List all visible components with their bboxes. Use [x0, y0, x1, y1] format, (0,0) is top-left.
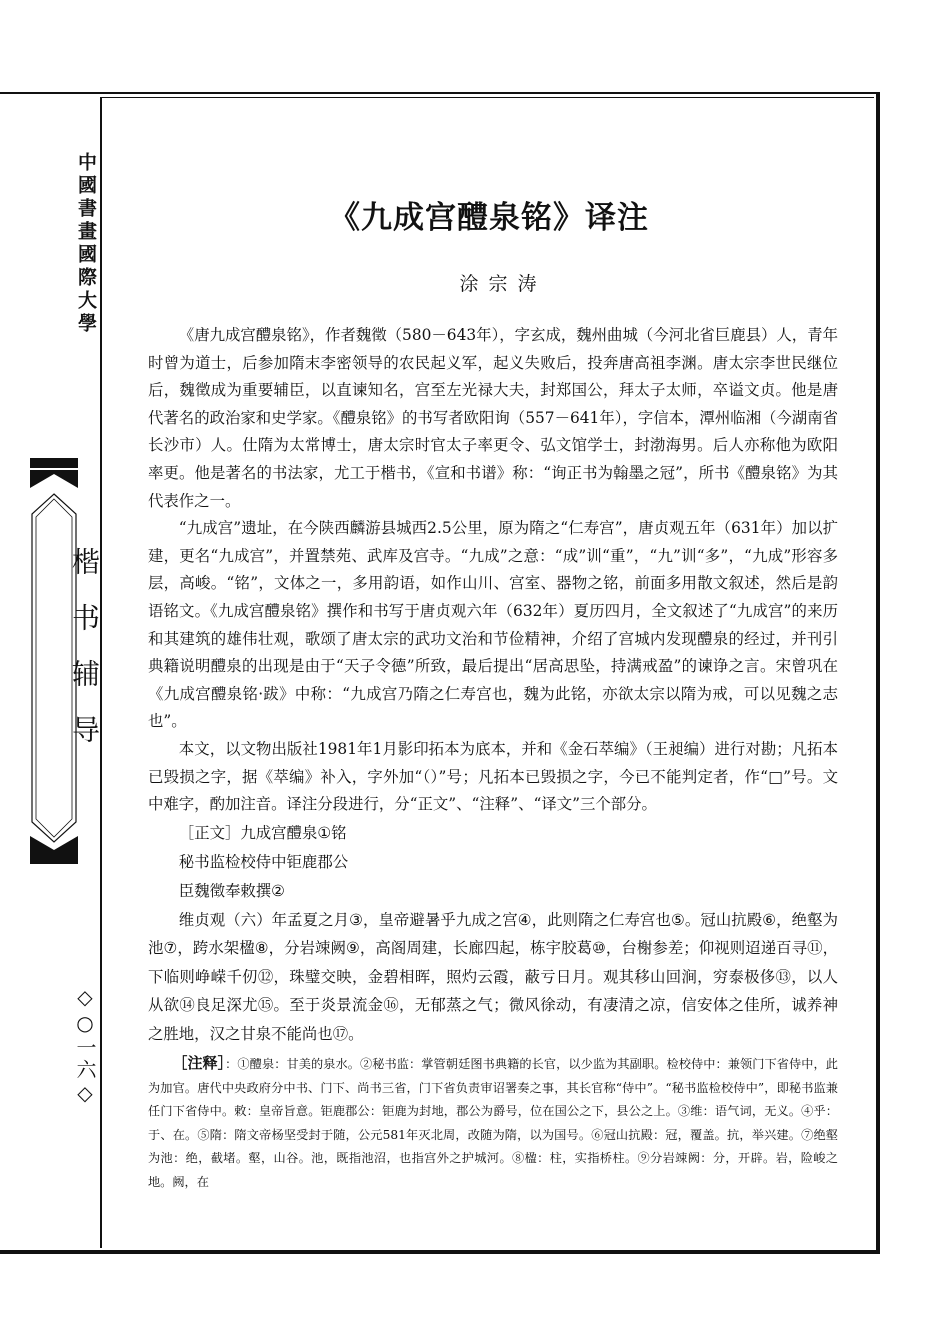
chevron-ornament-bottom-icon: [30, 836, 78, 854]
notes-paragraph: [148, 1052, 838, 1194]
notes-text: ：①醴泉：甘美的泉水。②秘书监：掌管朝廷图书典籍的长官，以少监为其副职。检校侍中：兼领门下省侍中，此为加官。唐代中央政府分中书、门下、尚书三省，门下省负责审诏署奏之事，其长官称“侍中”。“秘书监检校侍中”，即秘书监兼任门下省侍中。敕：皇帝旨意。钜鹿郡公：钜鹿为封地，郡公为爵号，位在国公之下，县公之上。③维：语气词，无义。④乎：于、在。⑤隋：隋文帝杨坚受封于随，公元581年灭北周，改随为隋，以为国号。⑥冠山抗殿：冠，覆盖。抗，举兴建。⑦绝壑为池：绝，截堵。壑，山谷。池，既指池沼，也指宫外之护城河。⑧楹：柱，实指桥柱。⑨分岩竦阙：分，开辟。岩，险峻之地。阙，在: [148, 1057, 838, 1189]
university-name: 中國書畫國際大學: [75, 152, 97, 336]
article: [148, 192, 838, 1194]
ornament-bar-bottom: [30, 854, 78, 864]
page-number: ◇○一六◇: [73, 985, 97, 1107]
notes-label: ［注释］: [172, 1054, 226, 1073]
paragraph-intro: 《唐九成宫醴泉铭》，作者魏徵（580－643年），字玄成，魏州曲城（今河北省巨鹿县）人，青年时曾为道士，后参加隋末李密领导的农民起义军，起义失败后，投奔唐高祖李渊。唐太宗李世民继位后，魏徵成为重要辅臣，以直谏知名，宫至左光禄大夫，封郑国公，拜太子太师，卒谥文贞。他是唐代著名的政治家和史学家。《醴泉铭》的书写者欧阳询（557－641年），字信本，潭州临湘（今湖南省长沙市）人。仕隋为太常博士，唐太宗时官太子率更令、弘文馆学士，封渤海男。后人亦称他为欧阳率更。他是著名的书法家，尤工于楷书，《宣和书谱》称：“询正书为翰墨之冠”，所书《醴泉铭》为其代表作之一。: [148, 326, 838, 510]
ornament-bar-top: [30, 458, 78, 468]
chevron-ornament-top-icon: [30, 470, 78, 488]
paragraph-method: 本文，以文物出版社1981年1月影印拓本为底本，并和《金石萃编》（王昶编）进行对勘；凡拓本已毁损之字，据《萃编》补入，字外加“（）”号；凡拓本已毁损之字，今已不能判定者，作“□”号。文中难字，酌加注音。译注分段进行，分“正文”、“注释”、“译文”三个部分。: [148, 739, 838, 814]
main-text-label: ［正文］: [178, 823, 241, 842]
main-text-paragraph: 维贞观（六）年孟夏之月③，皇帝避暑乎九成之宫④，此则隋之仁寿宫也⑤。冠山抗殿⑥，绝壑为池⑦，跨水架楹⑧，分岩竦阙⑨，高阁周建，长廊四起，栋宇胶葛⑩，台榭参差；仰视则迢递百寻⑪，下临则峥嵘千仞⑫，珠璧交映，金碧相晖，照灼云霞，蔽亏日月。观其移山回涧，穷泰极侈⑬，以人从欲⑭良足深尤⑮。至于炎景流金⑯，无郁蒸之气；微风徐动，有凄清之凉，信安体之佳所，诚养神之胜地，汉之甘泉不能尚也⑰。: [148, 910, 838, 1043]
paragraph-site: “九成宫”遗址，在今陕西麟游县城西2.5公里，原为隋之“仁寿宫”，唐贞观五年（631年）加以扩建，更名“九成宫”，并置禁苑、武库及宫寺。“九成”之意：“成”训“重”，“九”训“多”，“九成”形容多层，高峻。“铭”，文体之一，多用韵语，如作山川、宫室、器物之铭，前面多用散文叙述，然后是韵语铭文。《九成宫醴泉铭》撰作和书写于唐贞观六年（632年）夏历四月，全文叙述了“九成宫”的来历和其建筑的雄伟壮观，歌颂了唐太宗的武功文治和节俭精神，介绍了宫城内发现醴泉的经过，并刊引典籍说明醴泉的出现是由于“天子令德”所致，最后提出“居高思坠，持满戒盈”的谏诤之言。宋曾巩在《九成宫醴泉铭·跋》中称：“九成宫乃隋之仁寿宫也，魏为此铭，亦欲太宗以隋为戒，可以见魏之志也”。: [148, 519, 838, 731]
main-text-line: 秘书监检校侍中钜鹿郡公: [178, 852, 349, 871]
main-text-line: 臣魏徵奉敕撰②: [178, 881, 285, 900]
article-title: 《九成宫醴泉铭》译注: [329, 200, 649, 236]
section-label: 楷书辅导: [68, 547, 101, 771]
main-text-line: 九成宫醴泉①铭: [240, 823, 347, 842]
sidebar: [0, 92, 100, 1254]
main-text-heading: [148, 819, 838, 848]
article-author: 涂宗涛: [459, 273, 547, 295]
